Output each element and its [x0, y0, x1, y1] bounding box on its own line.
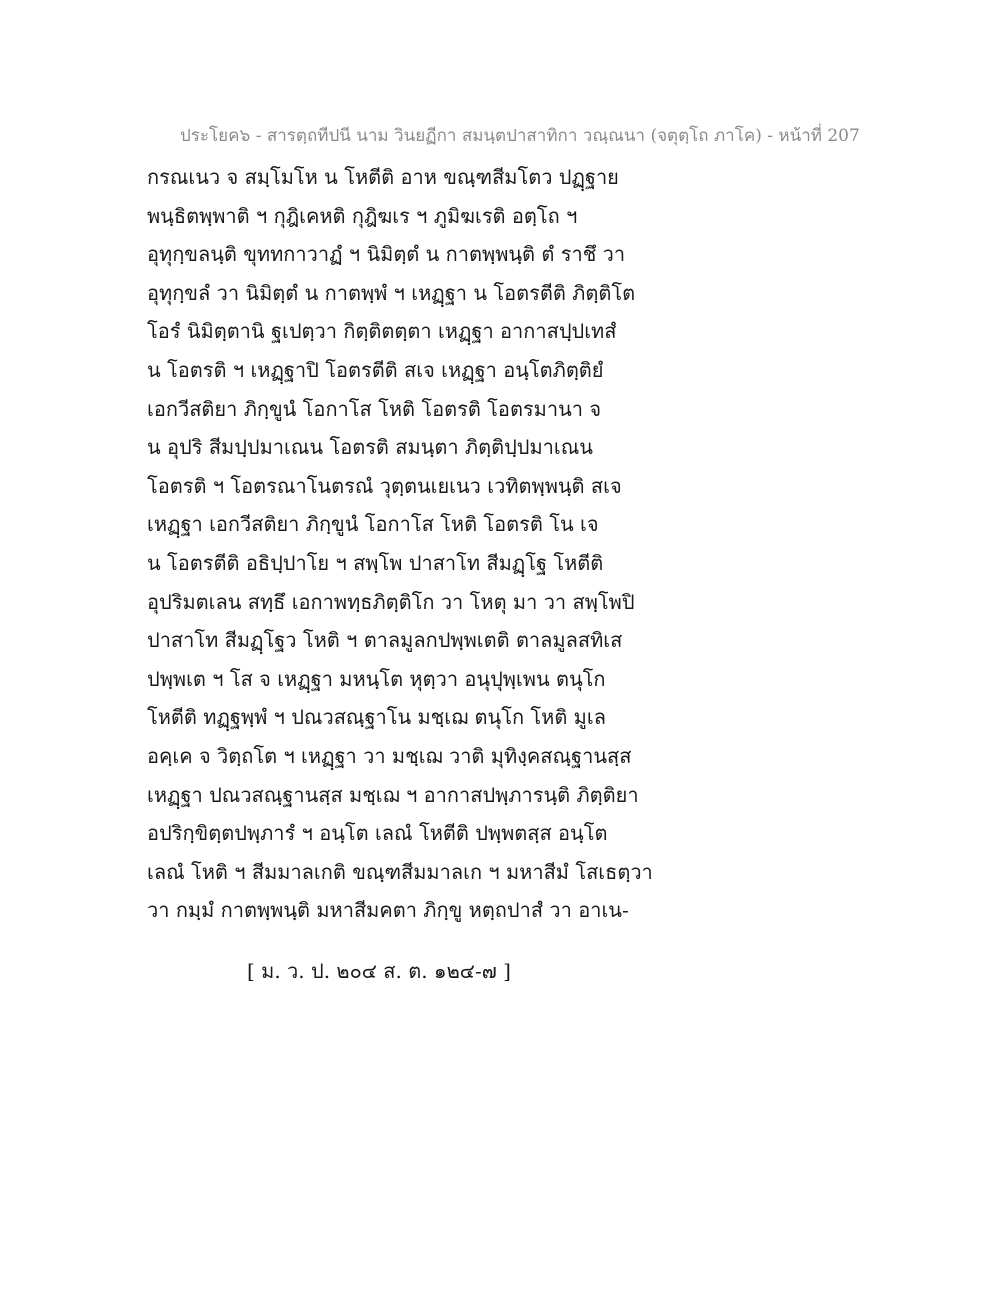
body-text — [147, 158, 847, 930]
text-line: น อุปริ สีมปฺปมาเณน โอตรติ สมนฺตา ภิตฺติปฺปมาเณน — [147, 435, 593, 460]
text-line: เหฏฺฐา ปณวสณฺฐานสฺส มชฺเฌ ฯ อากาสปพฺภารนฺติ ภิตฺติยา — [147, 782, 639, 807]
text-line: อปริกฺขิตฺตปพฺภารํ ฯ อนฺโต เลณํ โหตีติ ปพฺพตสฺส อนฺโต — [147, 821, 608, 846]
text-line: อุทุกฺขลํ วา นิมิตฺตํ น กาตพฺพํ ฯ เหฏฺฐา น โอตรตีติ ภิตฺติโต — [147, 280, 636, 305]
text-line: ปพฺพเต ฯ โส จ เหฏฺฐา มหนฺโต หุตฺวา อนุปุพฺเพน ตนุโก — [147, 666, 606, 691]
text-line: อคฺเค จ วิตฺถโต ฯ เหฏฺฐา วา มชฺเฌ วาติ มุทิงฺคสณฺฐานสฺส — [147, 743, 632, 768]
running-head: ประโยค๖ - สารตฺถทีปนี นาม วินยฏีกา สมนฺตปาสาทิกา วณฺณนา (จตุตฺโถ ภาโค) - หน้าที่ 207 — [180, 126, 860, 146]
text-line: ปาสาโท สีมฏฺโฐว โหติ ฯ ตาลมูลกปพฺพเตติ ตาลมูลสทิเส — [147, 628, 623, 653]
text-line: กรณเนว จ สมฺโมโห น โหตีติ อาห ขณฺฑสีมโตว ปฏฺฐาย — [147, 165, 619, 189]
text-line: พนฺธิตพฺพาติ ฯ กุฎิเคหติ กุฎิฆเร ฯ ภูมิฆเรติ อตฺโถ ฯ — [147, 203, 578, 228]
text-line: โอรํ นิมิตฺตานิ ฐเปตฺวา กิตฺติตตฺตา เหฏฺฐา อากาสปฺปเทสํ — [147, 319, 617, 344]
reference-citation: [ ม. ว. ป. ๒๐๔ ส. ต. ๑๒๔-๗ ] — [247, 959, 511, 983]
text-line: น โอตรติ ฯ เหฏฺฐาปิ โอตรตีติ สเจ เหฏฺฐา อนฺโตภิตฺติยํ — [147, 357, 604, 382]
text-line: วา กมฺมํ กาตพฺพนฺติ มหาสีมคตา ภิกฺขู หตฺถปาสํ วา อาเน- — [147, 898, 629, 923]
text-line: น โอตรตีติ อธิปฺปาโย ฯ สพฺโพ ปาสาโท สีมฏฺโฐ โหตีติ — [147, 550, 604, 575]
text-line: โอตรติ ฯ โอตรณาโนตรณํ วุตฺตนเยเนว เวทิตพฺพนฺติ สเจ — [147, 473, 622, 498]
text-line: เลณํ โหติ ฯ สีมมาลเกติ ขณฺฑสีมมาลเก ฯ มหาสีมํ โสเธตฺวา — [147, 859, 653, 884]
text-line: เอกวีสติยา ภิกฺขูนํ โอกาโส โหติ โอตรติ โอตรมานา จ — [147, 396, 602, 421]
text-line: อุปริมตเลน สทฺธึ เอกาพทฺธภิตฺติโก วา โหตุ มา วา สพฺโพปิ — [147, 589, 635, 614]
text-line: เหฏฺฐา เอกวีสติยา ภิกฺขูนํ โอกาโส โหติ โอตรติ โน เจ — [147, 512, 599, 537]
text-line: โหตีติ ทฏฺฐพฺพํ ฯ ปณวสณฺฐาโน มชฺเฌ ตนุโก โหติ มูเล — [147, 705, 606, 730]
text-line: อุทุกฺขลนฺติ ขุททกาวาฏํ ฯ นิมิตฺตํ น กาตพฺพนฺติ ตํ ราชึ วา — [147, 242, 626, 267]
